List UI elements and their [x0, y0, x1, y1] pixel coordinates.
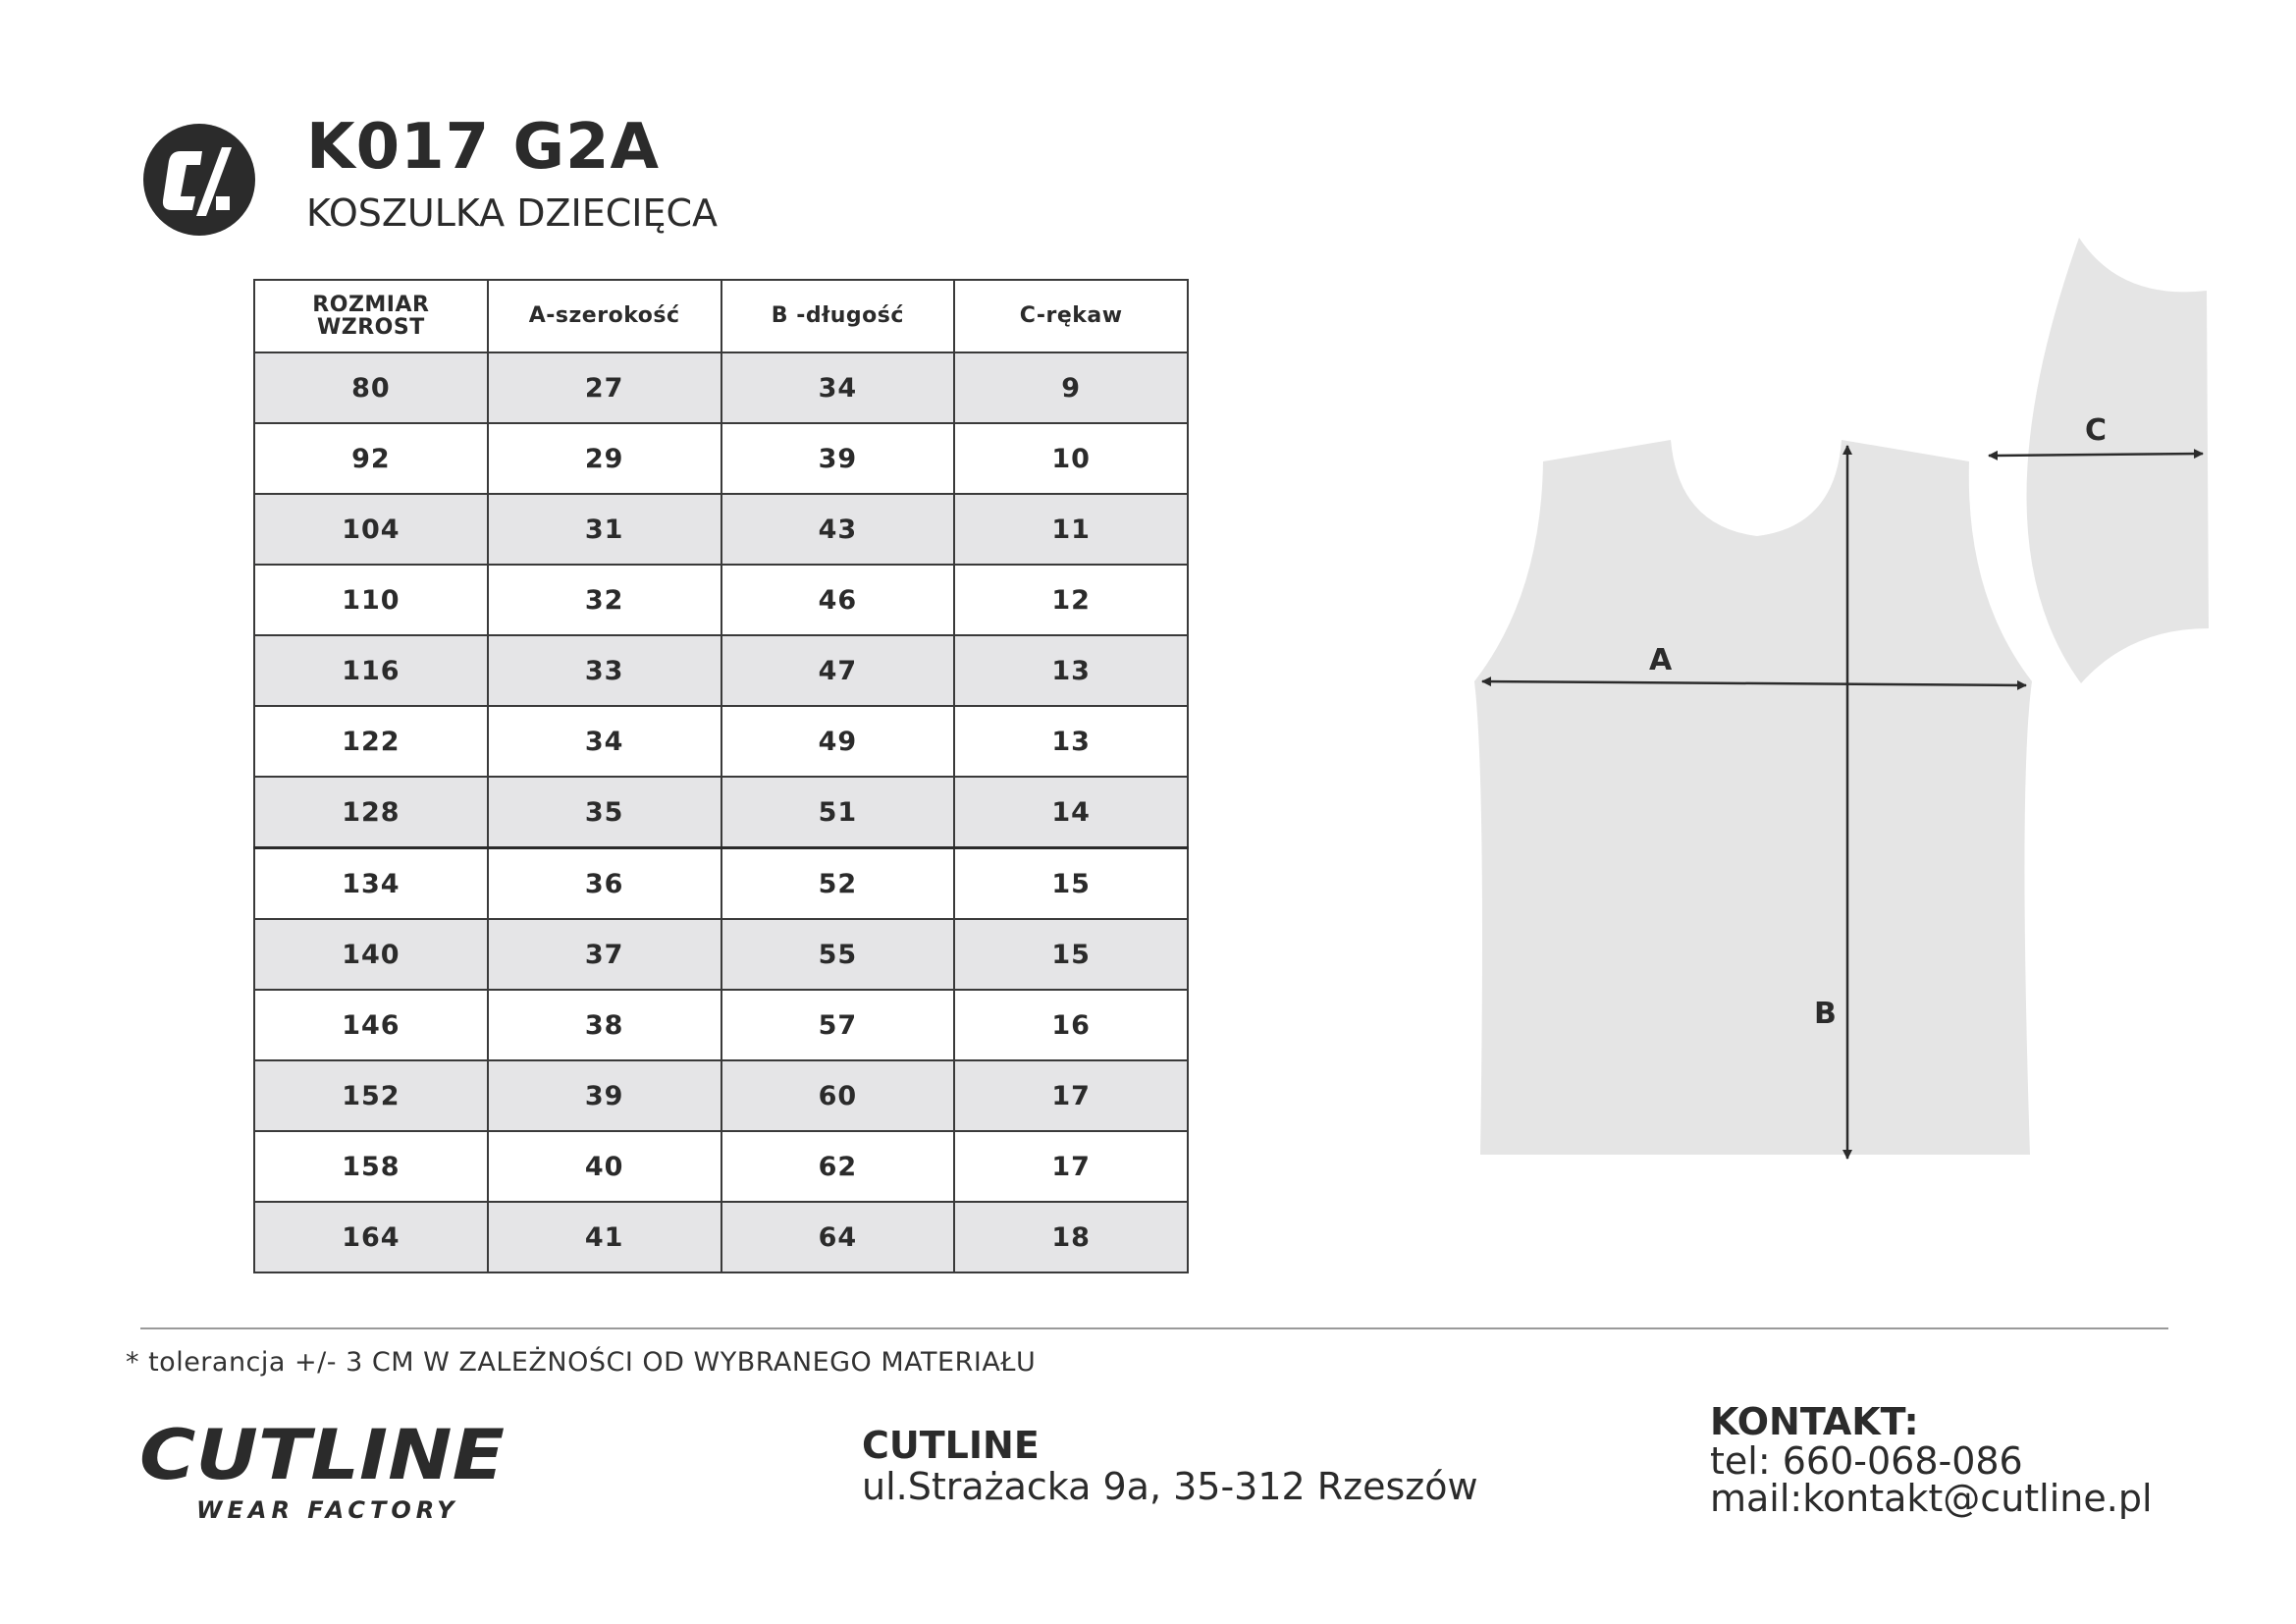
cell-sleeve: 13 [954, 706, 1188, 777]
shirt-body-shape [1474, 440, 2032, 1155]
cell-width: 34 [488, 706, 721, 777]
sleeve-shape [2026, 238, 2209, 683]
contact-title: KONTAKT: [1710, 1400, 1919, 1443]
brand-wordmark: CUTLINE [139, 1415, 505, 1495]
cell-size: 140 [254, 919, 488, 990]
cell-size: 134 [254, 848, 488, 920]
header-sleeve: C-rękaw [954, 280, 1188, 352]
cell-length: 57 [721, 990, 955, 1060]
cell-sleeve: 17 [954, 1060, 1188, 1131]
cell-size: 152 [254, 1060, 488, 1131]
contact-phone[interactable]: tel: 660-068-086 [1710, 1439, 2023, 1483]
product-name: KOSZULKA DZIECIĘCA [306, 191, 719, 235]
cell-width: 39 [488, 1060, 721, 1131]
cell-length: 55 [721, 919, 955, 990]
cell-length: 46 [721, 565, 955, 635]
cell-length: 64 [721, 1202, 955, 1272]
table-header-row [254, 280, 1188, 352]
cell-sleeve: 11 [954, 494, 1188, 565]
cell-sleeve: 10 [954, 423, 1188, 494]
cell-sleeve: 18 [954, 1202, 1188, 1272]
cell-size: 80 [254, 352, 488, 423]
cell-sleeve: 16 [954, 990, 1188, 1060]
table-row [254, 848, 1188, 920]
cell-sleeve: 17 [954, 1131, 1188, 1202]
cell-width: 31 [488, 494, 721, 565]
tolerance-note: * tolerancja +/- 3 CM W ZALEŻNOŚCI OD WYBRANEGO MATERIAŁU [126, 1347, 1037, 1378]
header-size-line2: WZROST [317, 315, 425, 340]
cell-width: 38 [488, 990, 721, 1060]
cell-length: 34 [721, 352, 955, 423]
cell-sleeve: 15 [954, 848, 1188, 920]
model-code: K017 G2A [306, 111, 661, 184]
table-row [254, 1060, 1188, 1131]
cell-width: 40 [488, 1131, 721, 1202]
cell-size: 122 [254, 706, 488, 777]
table-row [254, 777, 1188, 848]
header-width: A-szerokość [488, 280, 721, 352]
table-row [254, 919, 1188, 990]
company-name: CUTLINE [862, 1424, 1040, 1467]
cutline-wordmark-logo [137, 1414, 510, 1532]
cell-sleeve: 12 [954, 565, 1188, 635]
cell-sleeve: 15 [954, 919, 1188, 990]
cell-length: 39 [721, 423, 955, 494]
cell-size: 110 [254, 565, 488, 635]
cell-size: 128 [254, 777, 488, 848]
cell-sleeve: 9 [954, 352, 1188, 423]
size-chart-table [253, 279, 1189, 1273]
brand-tagline: WEAR FACTORY [196, 1496, 459, 1524]
table-row [254, 1131, 1188, 1202]
cell-length: 62 [721, 1131, 955, 1202]
cell-width: 35 [488, 777, 721, 848]
cell-width: 27 [488, 352, 721, 423]
label-a: A [1649, 643, 1673, 677]
table-row [254, 423, 1188, 494]
cell-length: 51 [721, 777, 955, 848]
cell-width: 37 [488, 919, 721, 990]
table-row [254, 494, 1188, 565]
cell-length: 43 [721, 494, 955, 565]
cell-length: 52 [721, 848, 955, 920]
cell-length: 49 [721, 706, 955, 777]
cell-width: 29 [488, 423, 721, 494]
table-row [254, 352, 1188, 423]
cell-sleeve: 13 [954, 635, 1188, 706]
table-row [254, 565, 1188, 635]
cell-width: 32 [488, 565, 721, 635]
cell-size: 104 [254, 494, 488, 565]
cell-size: 146 [254, 990, 488, 1060]
company-address: ul.Strażacka 9a, 35-312 Rzeszów [862, 1465, 1478, 1508]
footer-divider [140, 1327, 2168, 1329]
header-size-line1: ROZMIAR [312, 292, 430, 317]
cell-width: 36 [488, 848, 721, 920]
label-c: C [2085, 413, 2108, 448]
cell-length: 60 [721, 1060, 955, 1131]
cell-size: 158 [254, 1131, 488, 1202]
cell-length: 47 [721, 635, 955, 706]
cell-size: 116 [254, 635, 488, 706]
label-b: B [1814, 997, 1837, 1031]
contact-email[interactable]: mail:kontakt@cutline.pl [1710, 1477, 2153, 1520]
cell-sleeve: 14 [954, 777, 1188, 848]
cell-width: 33 [488, 635, 721, 706]
table-row [254, 635, 1188, 706]
table-row [254, 706, 1188, 777]
header-size [254, 280, 488, 352]
header-length: B -długość [721, 280, 955, 352]
cutline-logo-mark-icon [141, 122, 257, 238]
cell-width: 41 [488, 1202, 721, 1272]
garment-measurement-diagram [1463, 232, 2218, 1174]
cell-size: 164 [254, 1202, 488, 1272]
cell-size: 92 [254, 423, 488, 494]
table-row [254, 990, 1188, 1060]
table-row [254, 1202, 1188, 1272]
